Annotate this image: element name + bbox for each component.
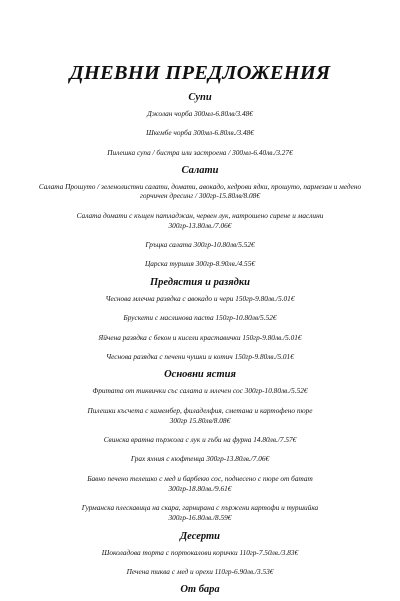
menu-item: Грах яхния с кюфтенца 300гр-13.80лв./7.06€: [130, 454, 270, 464]
page-title: ДНЕВНИ ПРЕДЛОЖЕНИЯ: [69, 62, 331, 84]
menu-item: Пилешка супа / бистра или застроена / 300мл-6.40лв./3.27€: [107, 147, 293, 157]
menu-item: Печена тиква с мед и орехи 110гр-6.90лв./3.53€: [126, 567, 274, 577]
menu-item: Салата домати с къщен патладжан, червен лук, натрошено сирене и маслини: [76, 210, 324, 220]
menu-item: Джолан чорба 300мл-6.80лв/3.48€: [147, 109, 253, 118]
menu-sections: [0, 91, 400, 601]
menu-item: Чеснова разядка с печени чушки и котич 150гр-9.80лв./5.01€: [106, 351, 294, 361]
menu-item: Фритата от тиквички със салата и млечен сос 300гр-10.80лв./5.52€: [92, 386, 308, 396]
menu-section: [0, 531, 400, 576]
menu-section: [0, 165, 400, 268]
section-heading: Десерти: [180, 530, 220, 542]
menu-item: Свинска вратна пържола с лук и гъби на фурна 14.80лв./7.57€: [103, 435, 297, 445]
menu-item: Брускети с маслинова паста 150гр-10.80лв/5.52€: [123, 313, 277, 323]
section-heading: Салати: [181, 165, 219, 177]
menu-item: 300гр-18.80лв./9.61€: [168, 483, 232, 493]
menu-section: [0, 92, 400, 157]
section-heading: Предястия и разядки: [150, 276, 250, 288]
menu-item: 300гр 15.80лв/8.08€: [169, 415, 231, 425]
menu-section: [0, 584, 400, 595]
section-heading: От бара: [180, 584, 220, 596]
menu-item: 300гр-16.80лв./8.59€: [168, 513, 232, 523]
menu-item: Гръцка салата 300гр-10.80лв/5.52€: [145, 239, 255, 249]
menu-item: Шоколадова торта с портокалови корички 110гр-7.50лв./3.83€: [101, 547, 299, 557]
menu-item: Чеснова млечна разядка с авокадо и чери 150гр-9.80лв./5.01€: [105, 293, 295, 303]
menu-item: Царска туршия 300гр-8.90лв./4.55€: [144, 259, 256, 269]
menu-item: Шкембе чорба 300мл-6.80лв./3.48€: [146, 128, 254, 138]
menu-item: Бавно печено телешко с мед и барбекю сос, поднесено с пюре от батат: [87, 473, 313, 483]
menu-item: Салата Прошуто / зеленолистни салати, домати, авокадо, кедрови ядки, прошуто, пармезан и медено горчичен дресинг / 300гр-15.80лв/8.08€: [38, 182, 362, 201]
menu-item: Гурманска плескавица на скара, гарнирана с пържени картофи и туршийка: [81, 503, 319, 513]
menu-item: Пилешки късчета с камембер, филаделфия, сметана и картофено пюре: [87, 405, 313, 415]
section-heading: Основни ястия: [164, 369, 236, 381]
menu-item: Яйчена разядка с бекон и кисели краставички 150гр-9.80лв./5.01€: [98, 332, 302, 342]
menu-item: 300гр-13.80лв./7.06€: [168, 220, 232, 230]
menu-section: [0, 277, 400, 361]
menu-section: [0, 369, 400, 522]
section-heading: Супи: [188, 92, 212, 103]
